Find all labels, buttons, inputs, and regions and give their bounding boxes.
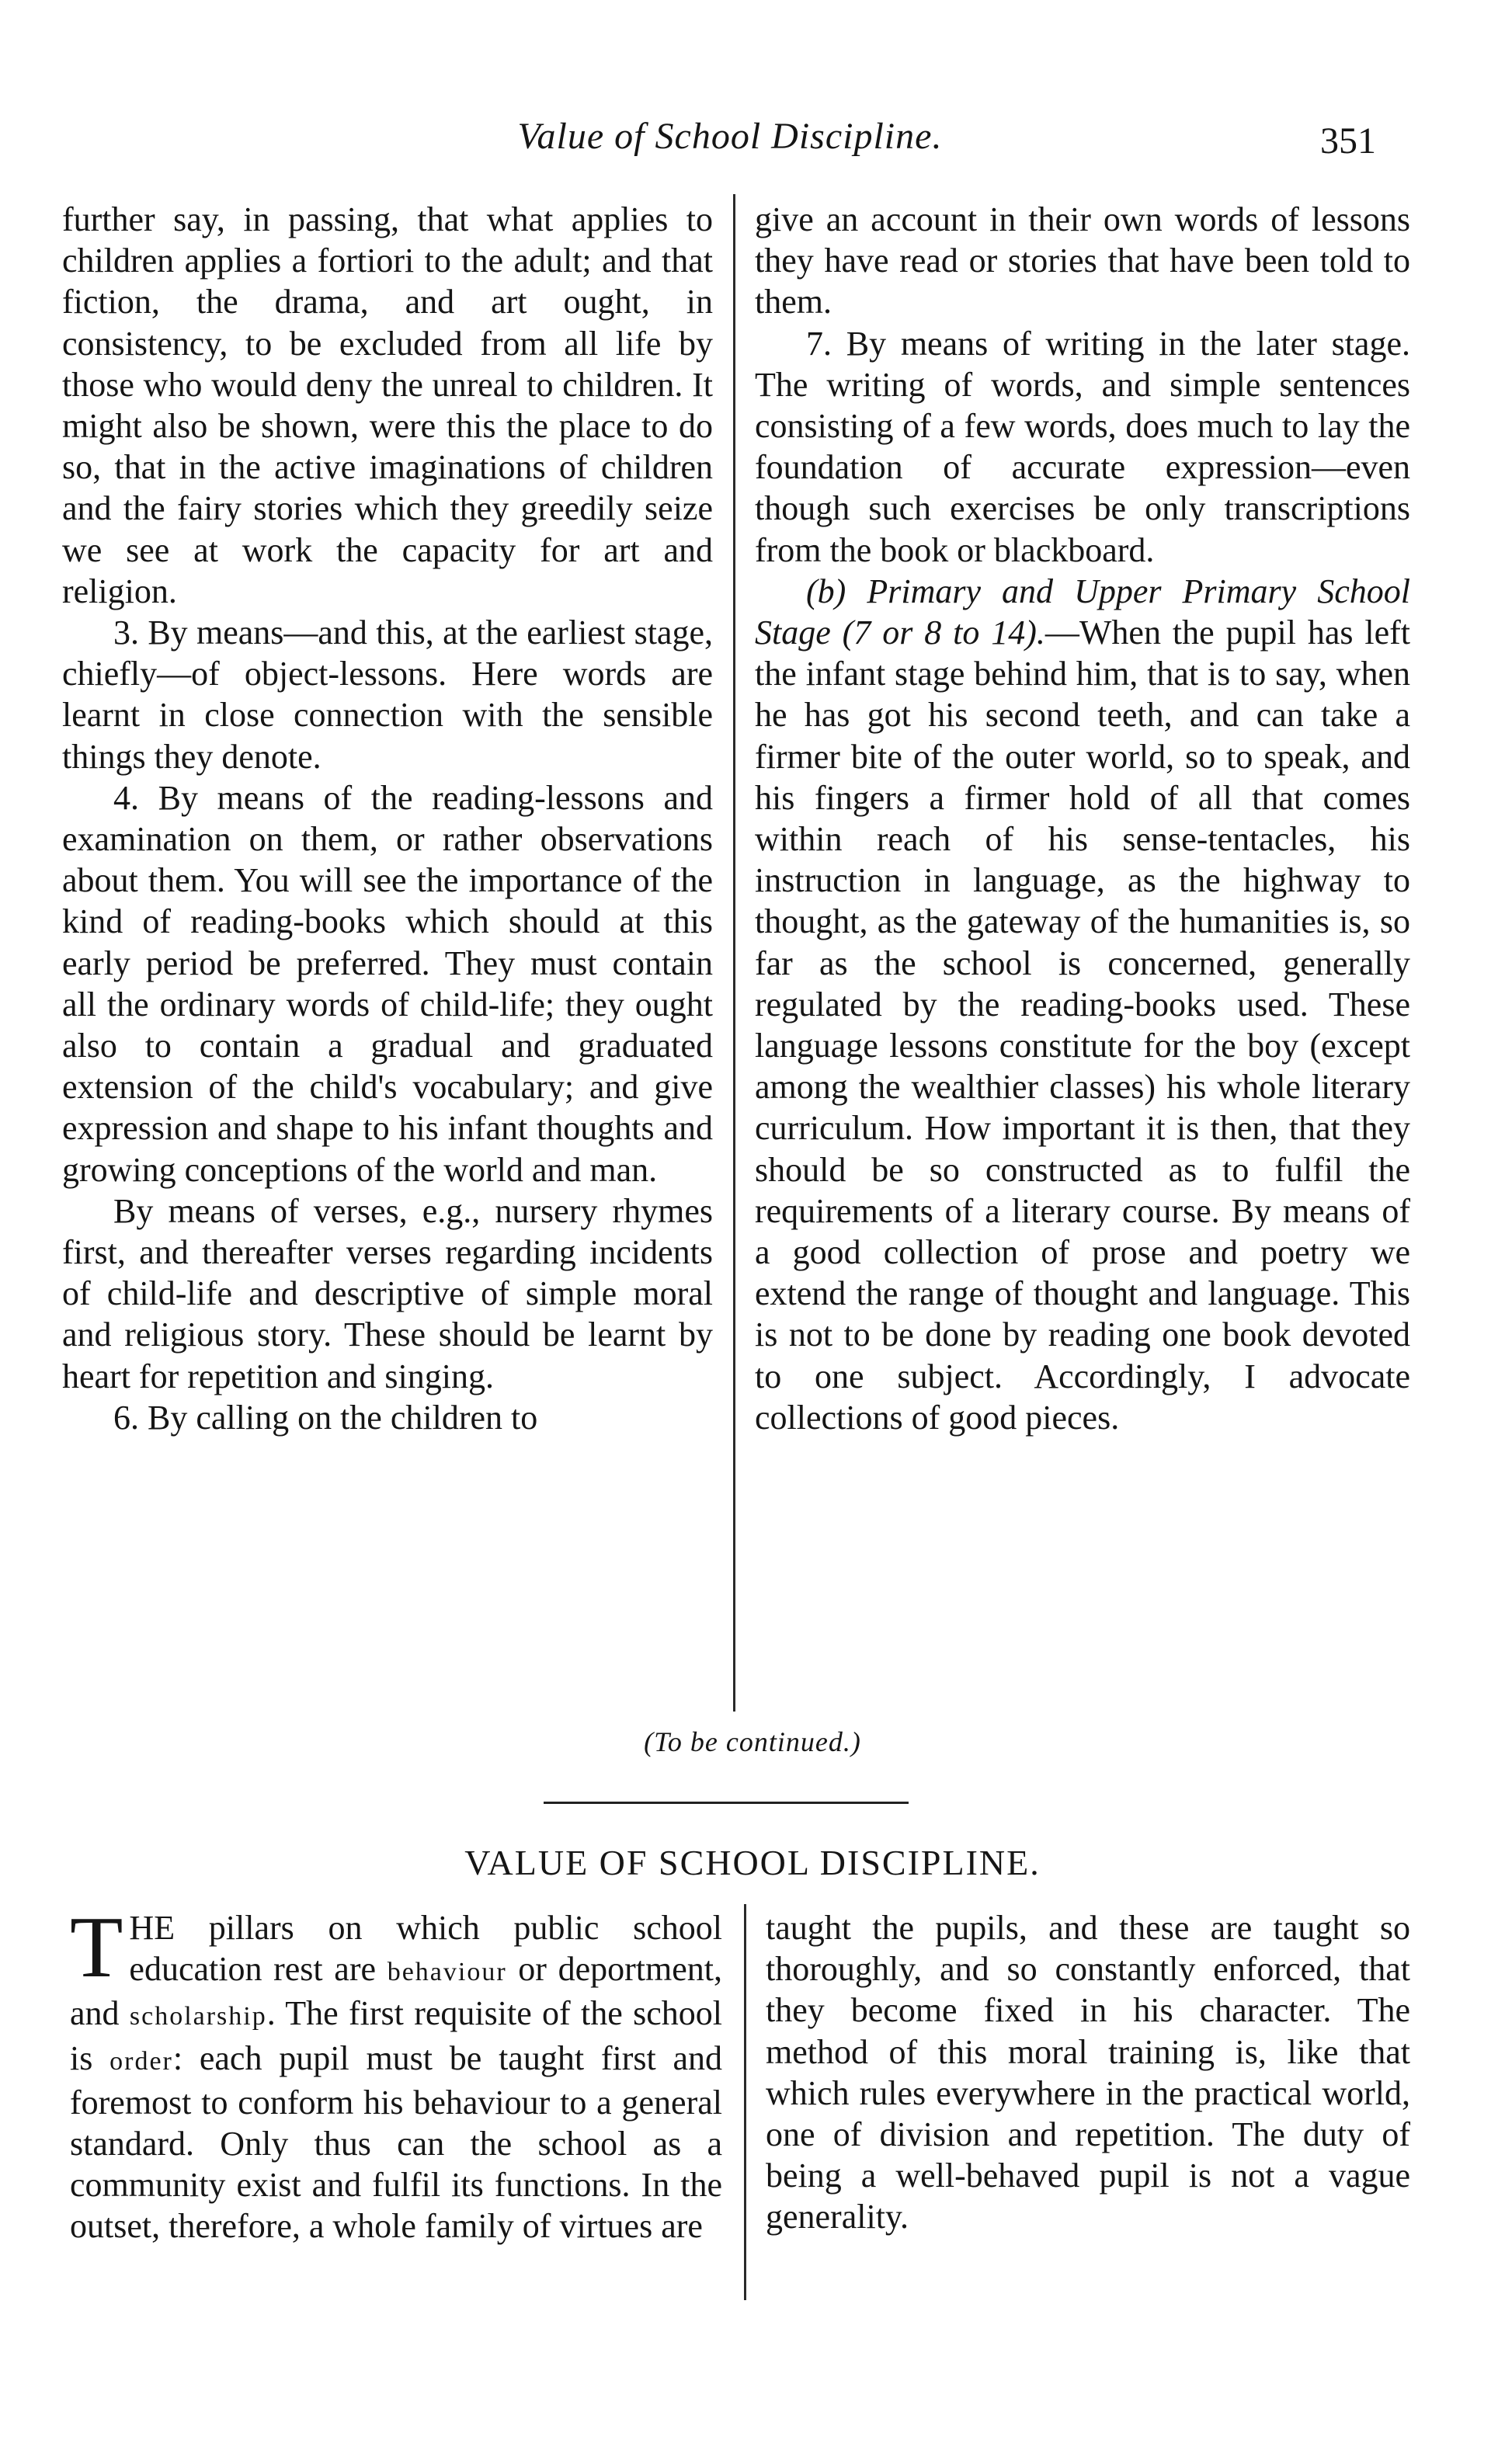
paragraph: By means of verses, e.g., nursery rhymes first, and thereafter verses regarding incidents of child-life and descriptive of simple moral and religious story. These should be learnt by heart for repetition and singing. — [62, 1191, 713, 1395]
paragraph: give an account in their own words of lessons they have read or stories that have been told to them. — [755, 200, 1410, 321]
paragraph-text: HE pillars on which public school education rest are — [129, 1909, 722, 1989]
column-divider — [744, 1904, 746, 2300]
subsection-heading: (b) Primary and Upper Primary School Stage (7 or 8 to 14). — [755, 572, 1410, 652]
paragraph: 7. By means of writing in the later stage. The writing of words, and simple sentences consisting of a few words, does much to lay the foundation of accurate expression—even though such exercises be only transcriptions from the book or blackboard. — [755, 324, 1410, 569]
paragraph: 4. By means of the reading-lessons and examination on them, or rather observations about them. You will see the importance of the kind of reading-books which should at this early period be preferred. They must contain all the ordinary words of child-life; they ought also to contain a gradual and graduated extension of the child's vocabulary; and give expression and shape to his infant thoughts and growing conceptions of the world and man. — [62, 778, 713, 1189]
paragraph: 6. By calling on the children to — [113, 1398, 538, 1437]
drop-cap: T — [70, 1899, 123, 1996]
page-header — [0, 115, 1505, 177]
paragraph — [70, 1899, 723, 2247]
paragraph: further say, in passing, that what applies to children applies a fortiori to the adult; and that fiction, the drama, and art ought, in consistency, to be excluded from all life by those who would deny the unreal to children. It might also be shown, were this the place to do so, that in the active imaginations of children and the fairy stories which they greedily seize we see at work the capacity for art and religion. — [62, 200, 713, 610]
paragraph: taught the pupils, and these are taught so thoroughly, and so constantly enforced, that they become fixed in his character. The method of this moral training is, like that which rules everywhere in the practical world, one of division and repetition. The duty of being a well-behaved pupil is not a vague generality. — [766, 1909, 1410, 2236]
small-caps-term: scholarship — [129, 2002, 267, 2031]
small-caps-term: order — [109, 2046, 173, 2076]
small-caps-term: behaviour — [387, 1958, 507, 1987]
paragraph-text: . The first requisite of the school is — [70, 1994, 723, 2077]
running-title: Value of School Discipline. — [517, 116, 943, 157]
section-divider — [544, 1802, 909, 1804]
paragraph — [755, 571, 1410, 1438]
page-number: 351 — [1320, 120, 1376, 162]
bottom-right-column — [766, 1907, 1410, 2238]
section-title: VALUE OF SCHOOL DISCIPLINE. — [464, 1843, 1041, 1882]
column-divider — [733, 194, 735, 1712]
top-right-column — [755, 199, 1410, 1438]
paragraph-text: —When the pupil has left the infant stage behind him, that is to say, when he has got his second teeth, and can take a firmer bite of the outer world, so to speak, and his fingers a firmer hold of all that comes within reach of his sense-tentacles, his instruction in language, as the highway to thought, as the gateway of the humanities is, so far as the school is concerned, generally regulated by the reading-books used. These language lessons constitute for the boy (except among the wealthier classes) his whole literary curriculum. How important it is then, that they should be so constructed as to fulfil the requirements of a literary course. By means of a good collection of prose and poetry we extend the range of thought and language. This is not to be done by reading one book devoted to one subject. Accordingly, I advocate collections of good pieces. — [755, 613, 1411, 1437]
paragraph-text: : each pupil must be taught first and foremost to conform his behaviour to a general standard. Only thus can the school as a community exist and fulfil its functions. In the outset, therefore, a whole family of virtues are — [70, 2038, 722, 2246]
continued-note: (To be continued.) — [644, 1726, 861, 1757]
paragraph-text: or deportment, and — [70, 1950, 722, 2033]
bottom-left-column — [70, 1899, 723, 2247]
top-left-column — [62, 199, 713, 1438]
paragraph: 3. By means—and this, at the earliest stage, chiefly—of object-lessons. Here words are learnt in close connection with the sensible things they denote. — [62, 613, 713, 776]
